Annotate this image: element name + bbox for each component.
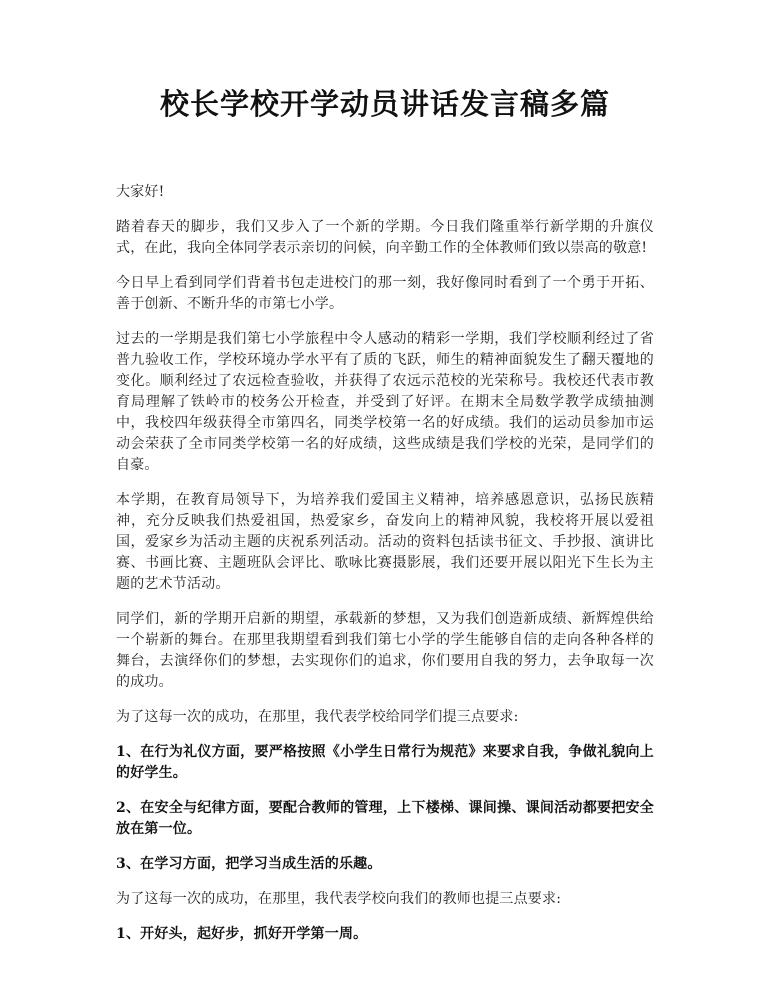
document-title: 校长学校开学动员讲话发言稿多篇 [159, 87, 610, 121]
new-semester-paragraph: 同学们，新的学期开启新的期望，承载新的梦想，又为我们创造新成绩、新辉煌供给一个崭新的舞台。在那里我期望看到我们第七小学的学生能够自信的走向各种各样的舞台，去演绎你们的梦想，去实现你们的追求，你们要用自我的努力，去争取每一次的成功。 [116, 611, 654, 690]
student-requirement-3: 3、在学习方面，把学习当成生活的乐趣。 [116, 856, 382, 872]
student-requirement-2: 2、在安全与纪律方面，要配合教师的管理，上下楼梯、课间操、课间活动都要把安全放在第一位。 [116, 800, 654, 837]
opening-paragraph: 踏着春天的脚步，我们又步入了一个新的学期。今日我们隆重举行新学期的升旗仪式，在此，我向全体同学表示亲切的问候，向辛勤工作的全体教师们致以崇高的敬意! [116, 219, 654, 256]
past-semester-paragraph: 过去的一学期是我们第七小学旅程中令人感动的精彩一学期，我们学校顺利经过了省普九验收工作，学校环境办学水平有了质的飞跃，师生的精神面貌发生了翻天覆地的变化。顺利经过了农远检查验收，并获得了农远示范校的光荣称号。我校还代表市教育局理解了铁岭市的校务公开检查，并受到了好评。在期末全局数学教学成绩抽测中，我校四年级获得全市第四名，同类学校第一名的好成绩。我们的运动员参加市运动会荣获了全市同类学校第一名的好成绩，这些成绩是我们学校的光荣，是同学们的自豪。 [116, 331, 654, 473]
student-requirement-1: 1、在行为礼仪方面，要严格按照《小学生日常行为规范》来要求自我，争做礼貌向上的好学生。 [116, 744, 654, 781]
morning-paragraph: 今日早上看到同学们背着书包走进校门的那一刻，我好像同时看到了一个勇于开拓、善于创新、不断升华的市第七小学。 [116, 275, 654, 312]
teacher-requirements-intro: 为了这每一次的成功，在那里，我代表学校向我们的教师也提三点要求: [116, 891, 562, 907]
student-requirements-intro: 为了这每一次的成功，在那里，我代表学校给同学们提三点要求: [116, 709, 519, 725]
teacher-requirement-1: 1、开好头，起好步，抓好开学第一周。 [116, 926, 368, 942]
greeting-paragraph: 大家好! [116, 184, 165, 200]
semester-plan-paragraph: 本学期，在教育局领导下，为培养我们爱国主义精神，培养感恩意识，弘扬民族精神，充分反映我们热爱祖国，热爱家乡，奋发向上的精神风貌，我校将开展以爱祖国，爱家乡为活动主题的庆祝系列活动。活动的资料包括读书征文、手抄报、演讲比赛、书画比赛、主题班队会评比、歌咏比赛摄影展，我们还要开展以阳光下生长为主题的艺术节活动。 [116, 492, 654, 592]
